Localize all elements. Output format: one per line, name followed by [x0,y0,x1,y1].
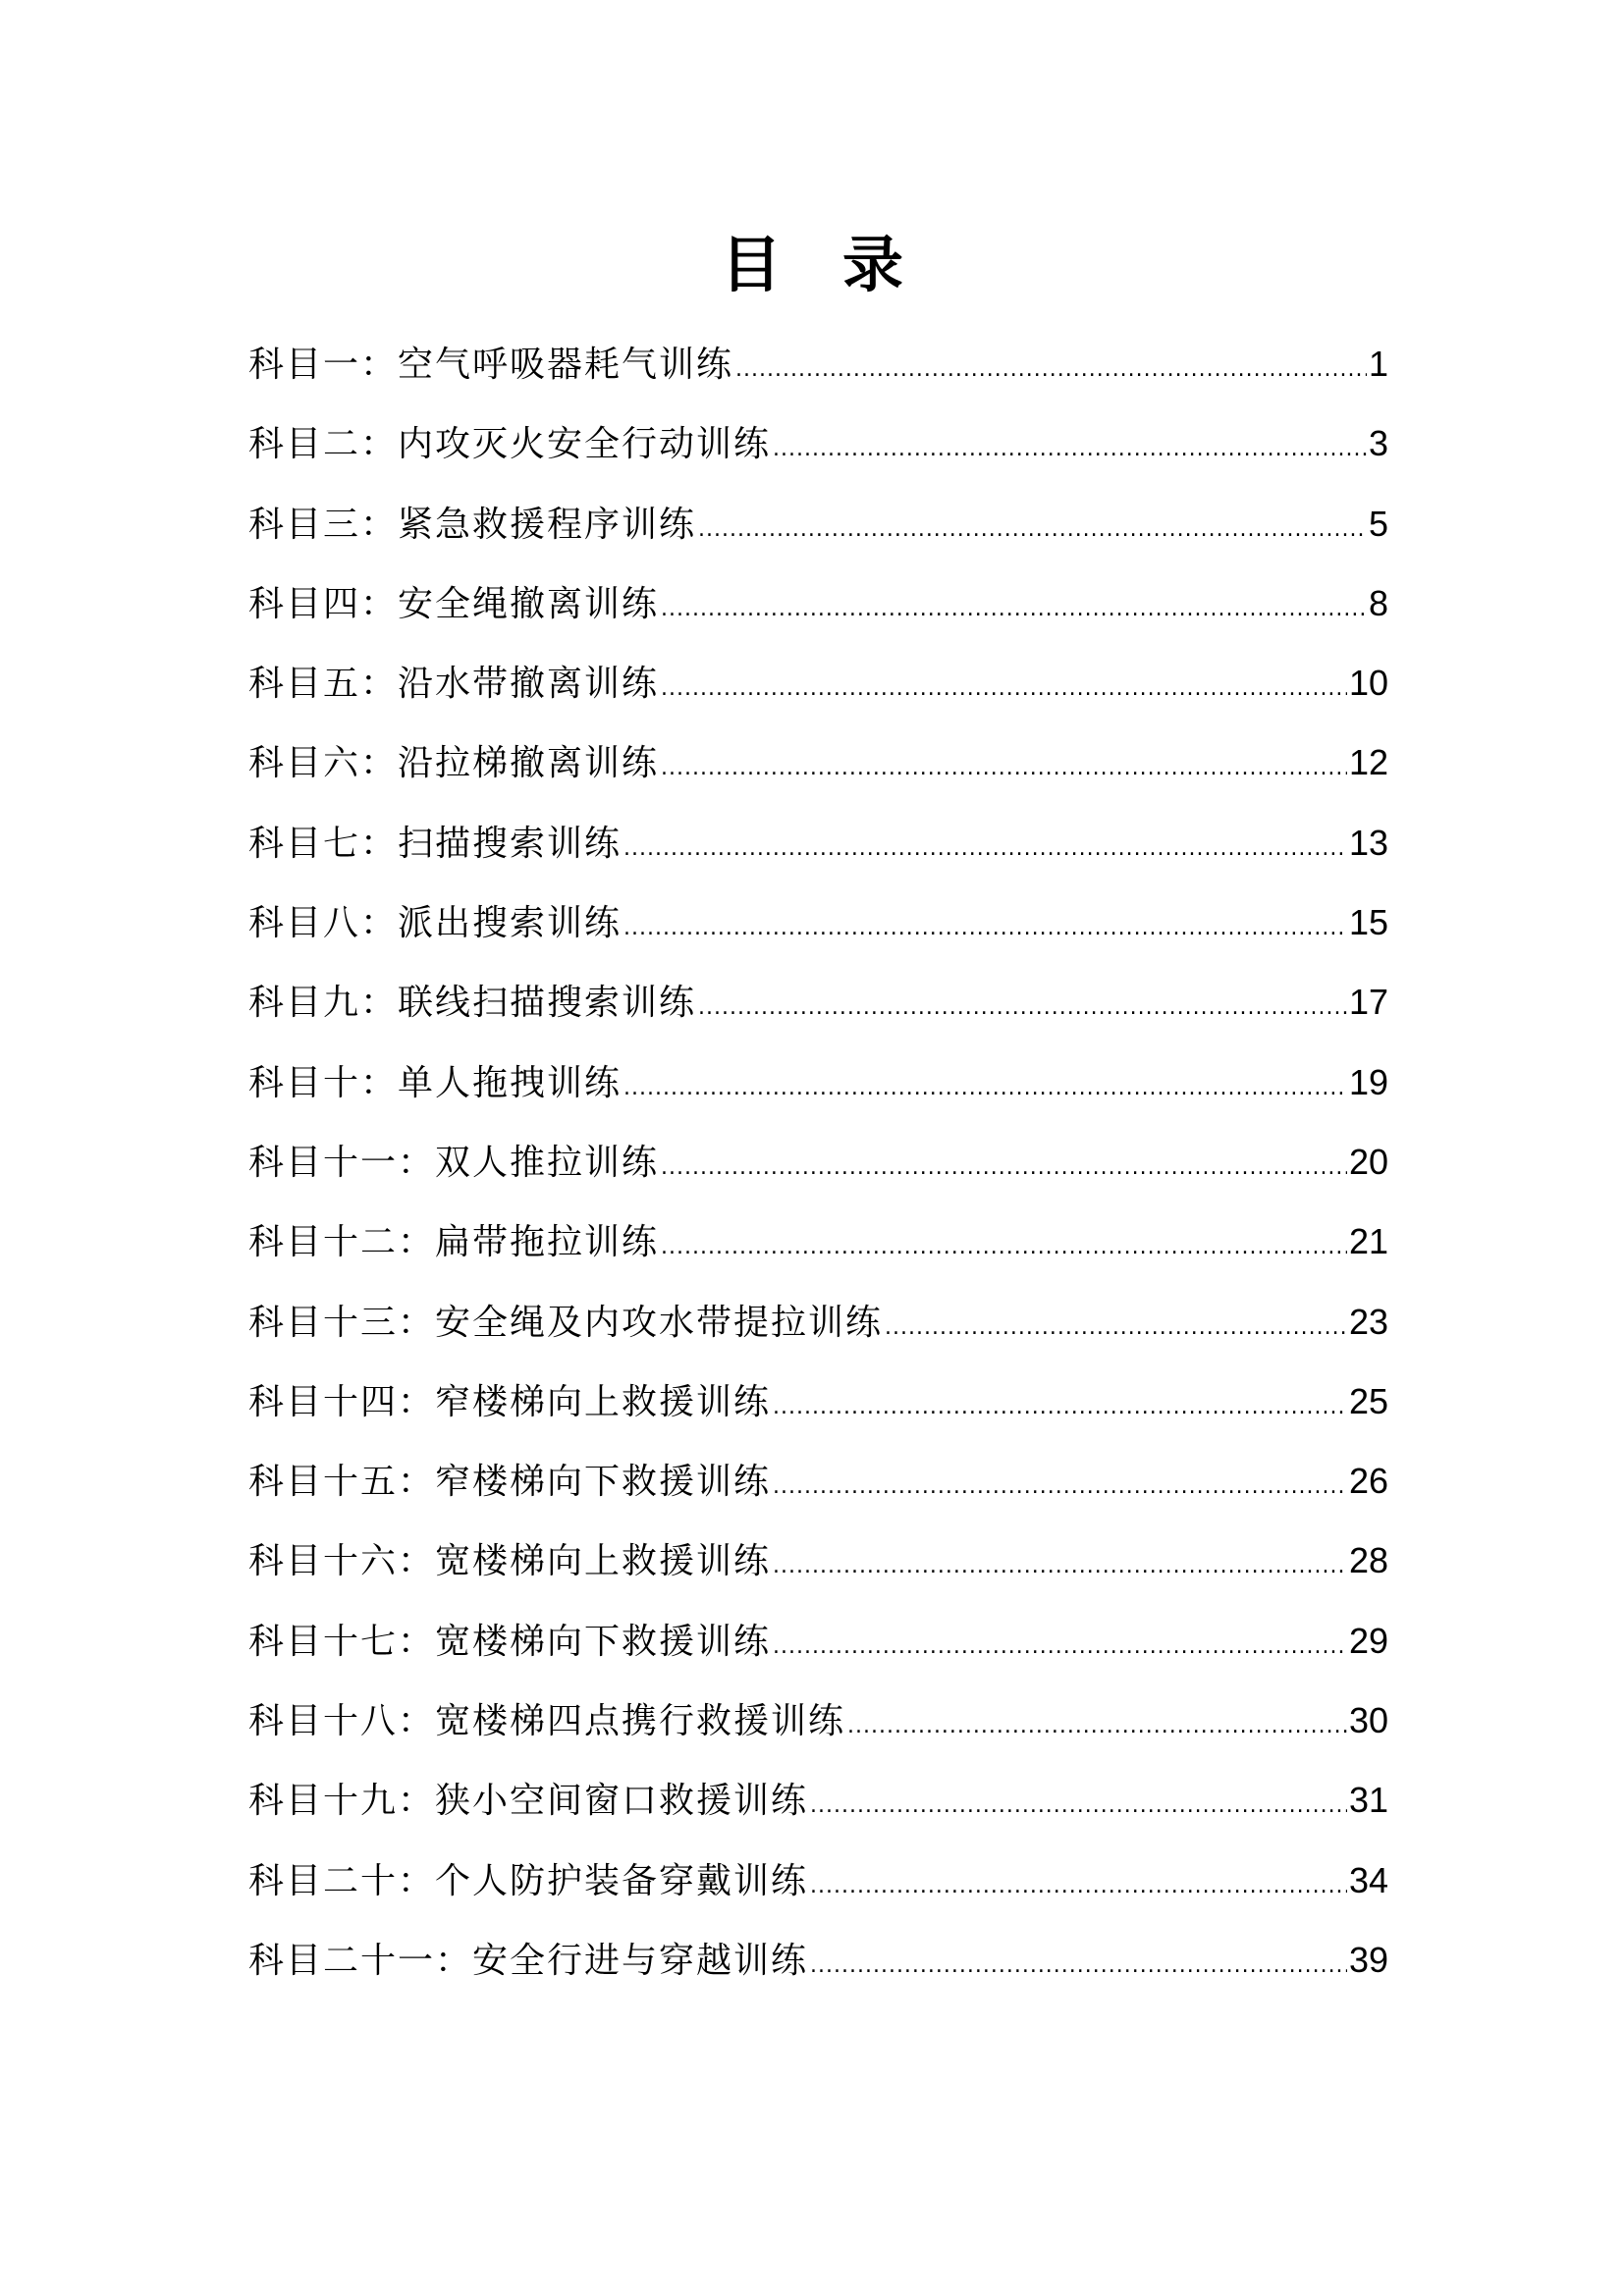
toc-entry-label: 科目二：内攻灭火安全行动训练 [248,424,772,465]
toc-entry-label: 科目二十一：安全行进与穿越训练 [248,1940,809,1981]
toc-entry[interactable] [248,1615,1388,1694]
toc-entry-label: 科目十一：双人推拉训练 [248,1142,660,1183]
toc-entry-page: 5 [1368,503,1388,544]
toc-entry[interactable] [248,417,1388,497]
toc-entry-page: 17 [1348,982,1388,1023]
toc-entry-label: 科目十：单人拖拽训练 [248,1062,623,1103]
toc-entry-page: 34 [1348,1859,1388,1900]
toc-entry-label: 科目七：扫描搜索训练 [248,823,623,864]
toc-entry-page: 28 [1348,1540,1388,1581]
toc-entry-label: 科目十六：宽楼梯向上救援训练 [248,1541,772,1582]
toc-entry-page: 1 [1368,344,1388,384]
toc-entry[interactable] [248,1534,1388,1614]
toc-entry-label: 科目九：联线扫描搜索训练 [248,983,697,1024]
toc-entry-page: 20 [1348,1141,1388,1182]
table-of-contents [248,338,1388,2013]
toc-entry[interactable] [248,817,1388,896]
toc-entry-label: 科目二十：个人防护装备穿戴训练 [248,1860,809,1901]
dot-leader [623,902,1347,955]
toc-entry-page: 29 [1348,1620,1388,1661]
toc-entry-page: 39 [1348,1939,1388,1980]
dot-leader [661,1221,1347,1274]
toc-entry[interactable] [248,1375,1388,1455]
dot-leader [810,1860,1347,1913]
toc-entry-label: 科目十二：扁带拖拉训练 [248,1222,660,1263]
dot-leader [773,423,1367,476]
toc-entry-label: 科目一：空气呼吸器耗气训练 [248,345,734,385]
toc-entry[interactable] [248,657,1388,736]
toc-entry-label: 科目十七：宽楼梯向下救援训练 [248,1621,772,1662]
dot-leader [773,1381,1347,1434]
toc-entry[interactable] [248,1455,1388,1534]
toc-entry-page: 26 [1348,1461,1388,1502]
toc-entry-label: 科目十五：窄楼梯向下救援训练 [248,1462,772,1503]
toc-entry-page: 12 [1348,742,1388,783]
dot-leader [661,742,1347,795]
toc-entry-page: 21 [1348,1221,1388,1262]
toc-entry[interactable] [248,498,1388,577]
dot-leader [773,1621,1347,1674]
toc-entry-label: 科目六：沿拉梯撤离训练 [248,743,660,784]
toc-entry-page: 25 [1348,1380,1388,1421]
toc-entry[interactable] [248,1296,1388,1375]
toc-entry-page: 23 [1348,1301,1388,1342]
page-title: 目录 [720,229,964,300]
dot-leader [735,344,1367,397]
toc-entry-page: 3 [1368,423,1388,464]
dot-leader [623,1062,1347,1115]
toc-entry-label: 科目十九：狭小空间窗口救援训练 [248,1781,809,1822]
toc-entry[interactable] [248,1694,1388,1774]
toc-entry-page: 15 [1348,902,1388,943]
toc-entry-label: 科目十三：安全绳及内攻水带提拉训练 [248,1302,884,1343]
toc-entry[interactable] [248,736,1388,816]
dot-leader [698,504,1367,557]
toc-entry[interactable] [248,1774,1388,1853]
toc-entry-label: 科目八：派出搜索训练 [248,903,623,944]
dot-leader [661,1142,1347,1195]
dot-leader [773,1540,1347,1593]
dot-leader [773,1461,1347,1514]
toc-entry-page: 13 [1348,822,1388,863]
toc-entry[interactable] [248,896,1388,976]
toc-entry[interactable] [248,1854,1388,1934]
toc-entry-label: 科目三：紧急救援程序训练 [248,504,697,545]
toc-entry-page: 10 [1348,663,1388,704]
toc-entry-page: 31 [1348,1780,1388,1821]
dot-leader [847,1700,1347,1753]
dot-leader [810,1940,1347,1993]
toc-entry-page: 8 [1368,582,1388,623]
toc-entry[interactable] [248,577,1388,657]
toc-entry-page: 19 [1348,1061,1388,1102]
dot-leader [810,1780,1347,1833]
dot-leader [661,663,1347,716]
toc-entry[interactable] [248,976,1388,1055]
toc-entry[interactable] [248,1215,1388,1295]
dot-leader [698,982,1347,1035]
toc-entry-label: 科目十八：宽楼梯四点携行救援训练 [248,1701,846,1742]
toc-entry-label: 科目五：沿水带撤离训练 [248,664,660,705]
toc-entry-label: 科目十四：窄楼梯向上救援训练 [248,1381,772,1422]
toc-entry[interactable] [248,1056,1388,1136]
dot-leader [885,1302,1347,1355]
toc-entry-label: 科目四：安全绳撤离训练 [248,583,660,624]
dot-leader [661,583,1367,636]
toc-entry[interactable] [248,1136,1388,1215]
toc-entry-page: 30 [1348,1700,1388,1741]
toc-entry[interactable] [248,338,1388,417]
toc-entry[interactable] [248,1934,1388,2013]
dot-leader [623,823,1347,876]
